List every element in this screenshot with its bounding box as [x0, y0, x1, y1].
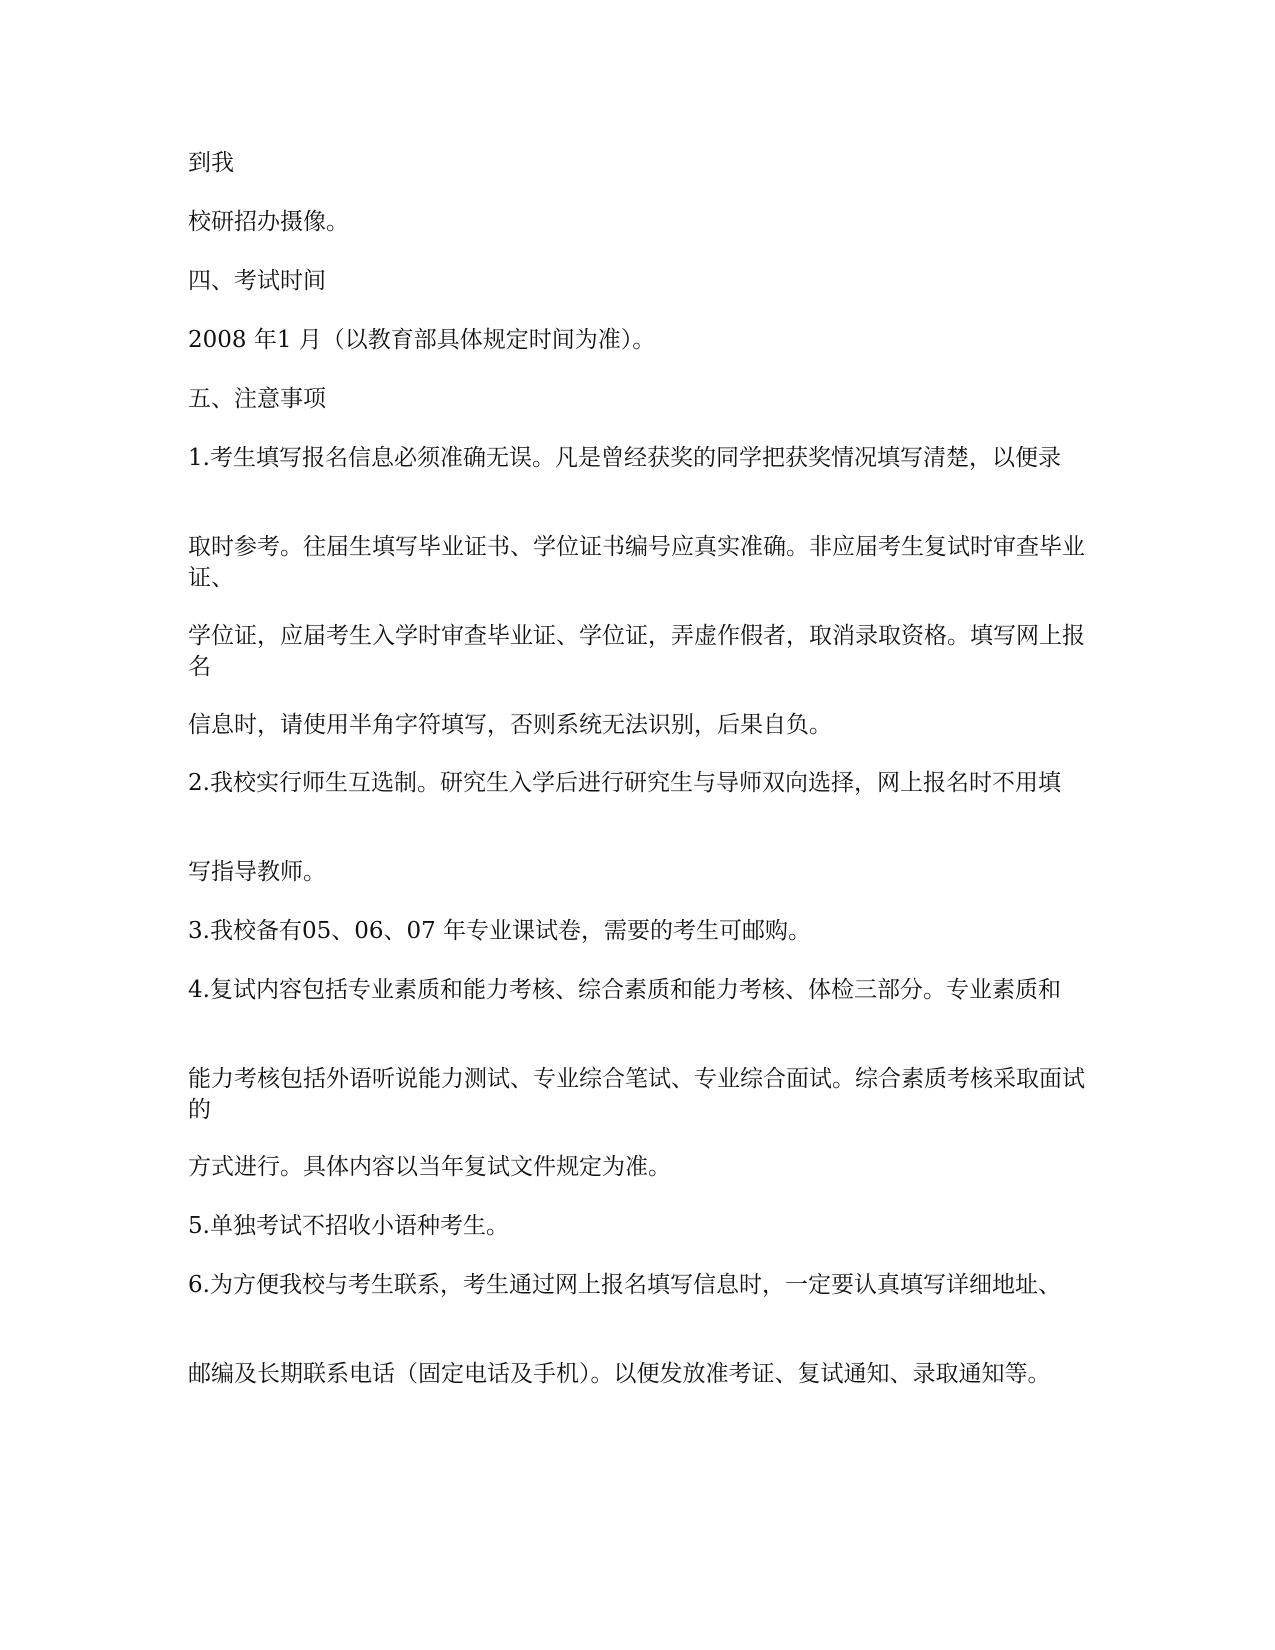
note-2-line-1: 2.我校实行师生互选制。研究生入学后进行研究生与导师双向选择，网上报名时不用填 — [188, 770, 1061, 796]
paragraph-exam-date: 2008 年1 月（以教育部具体规定时间为准）。 — [188, 327, 656, 353]
note-4-line-1: 4.复试内容包括专业素质和能力考核、综合素质和能力考核、体检三部分。专业素质和 — [188, 977, 1061, 1003]
note-1-line-1: 1.考生填写报名信息必须准确无误。凡是曾经获奖的同学把获奖情况填写清楚，以便录 — [188, 445, 1061, 471]
section-heading-exam-time: 四、考试时间 — [188, 268, 326, 294]
note-4-line-2: 能力考核包括外语听说能力测试、专业综合笔试、专业综合面试。综合素质考核采取面试的 — [188, 1066, 1085, 1123]
note-3: 3.我校备有05、06、07 年专业课试卷，需要的考生可邮购。 — [188, 918, 812, 944]
paragraph-2: 校研招办摄像。 — [188, 209, 349, 235]
note-2-line-2: 写指导教师。 — [188, 859, 326, 885]
note-4-line-3: 方式进行。具体内容以当年复试文件规定为准。 — [188, 1154, 671, 1180]
note-1-line-2: 取时参考。往届生填写毕业证书、学位证书编号应真实准确。非应届考生复试时审查毕业证、 — [188, 534, 1085, 591]
note-1-line-4: 信息时，请使用半角字符填写，否则系统无法识别，后果自负。 — [188, 712, 832, 738]
paragraph-1: 到我 — [188, 150, 234, 176]
note-1-line-3: 学位证，应届考生入学时审查毕业证、学位证，弄虚作假者，取消录取资格。填写网上报名 — [188, 623, 1085, 680]
note-6-line-2: 邮编及长期联系电话（固定电话及手机）。以便发放准考证、复试通知、录取通知等。 — [188, 1361, 1051, 1387]
note-5: 5.单独考试不招收小语种考生。 — [188, 1213, 509, 1239]
note-6-line-1: 6.为方便我校与考生联系，考生通过网上报名填写信息时，一定要认真填写详细地址、 — [188, 1272, 1061, 1298]
section-heading-notes: 五、注意事项 — [188, 386, 326, 412]
